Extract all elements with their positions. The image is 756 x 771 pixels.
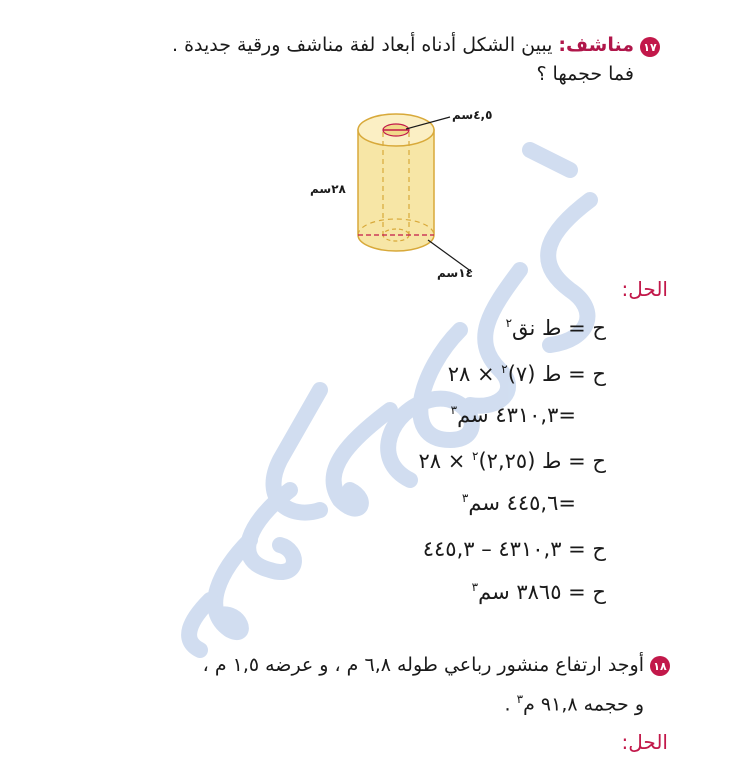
equation-tail: × ٢٨ xyxy=(447,362,502,386)
equation-row xyxy=(472,580,606,604)
equation-rhs: ط نق xyxy=(512,316,562,340)
solution-label: الحل: xyxy=(621,277,668,301)
equation-row xyxy=(506,316,606,340)
label-outer-diameter: ١٤سم xyxy=(437,266,473,280)
equation-rhs: ٣٨٦٥ سم xyxy=(478,580,562,604)
equation-row xyxy=(451,403,606,427)
equation-rhs: ط (٧) xyxy=(507,362,562,386)
equation-lhs: ح = xyxy=(561,362,606,386)
superscript: ٣ xyxy=(461,491,469,505)
question-number-badge: ١٧ xyxy=(640,37,660,57)
superscript: ٢ xyxy=(501,362,508,376)
equation-row xyxy=(448,362,606,386)
question-17-text: يبين الشكل أدناه أبعاد لفة مناشف ورقية جديدة . xyxy=(171,34,553,56)
superscript: ٣ xyxy=(450,403,458,417)
equation-tail: × ٢٨ xyxy=(418,449,473,473)
equation-lhs: ح = xyxy=(561,537,606,561)
superscript: ٢ xyxy=(472,449,479,463)
label-hole-diameter: ٤,٥سم xyxy=(452,108,493,122)
question-18-line1: أوجد ارتفاع منشور رباعي طوله ٦,٨ م ، و عرضه ١,٥ م ، xyxy=(202,654,644,676)
equation-rhs: ٤٣١٠,٣ سم xyxy=(457,403,559,427)
equation-rhs: ٤٣١٠,٣ – ٤٤٥,٣ xyxy=(422,537,562,561)
superscript: ٣ xyxy=(471,580,479,594)
equation-rhs: ط (٢,٢٥) xyxy=(478,449,562,473)
equation-row xyxy=(423,537,606,561)
superscript: ٣ xyxy=(516,692,524,706)
question-number-badge: ١٨ xyxy=(650,656,670,676)
question-18-line2 xyxy=(505,692,644,715)
equation-lhs: = xyxy=(558,491,576,515)
equation-lhs: ح = xyxy=(561,316,606,340)
label-height: ٢٨سم xyxy=(310,182,346,196)
equation-row xyxy=(419,449,607,473)
equation-lhs: ح = xyxy=(561,580,606,604)
question-17-line2: فما حجمها ؟ xyxy=(536,63,634,85)
equation-row xyxy=(462,491,606,515)
superscript: ٢ xyxy=(505,316,513,330)
equation-lhs: ح = xyxy=(561,449,606,473)
solution-label: الحل: xyxy=(621,730,668,754)
equation-rhs: ٤٤٥,٦ سم xyxy=(468,491,559,515)
question-18-volume-text: و حجمه ٩١,٨ م xyxy=(523,693,644,716)
question-17-title: مناشف: xyxy=(558,34,634,56)
question-17-line1 xyxy=(172,34,634,56)
equation-lhs: = xyxy=(558,403,576,427)
question-18-period: . xyxy=(504,693,517,716)
